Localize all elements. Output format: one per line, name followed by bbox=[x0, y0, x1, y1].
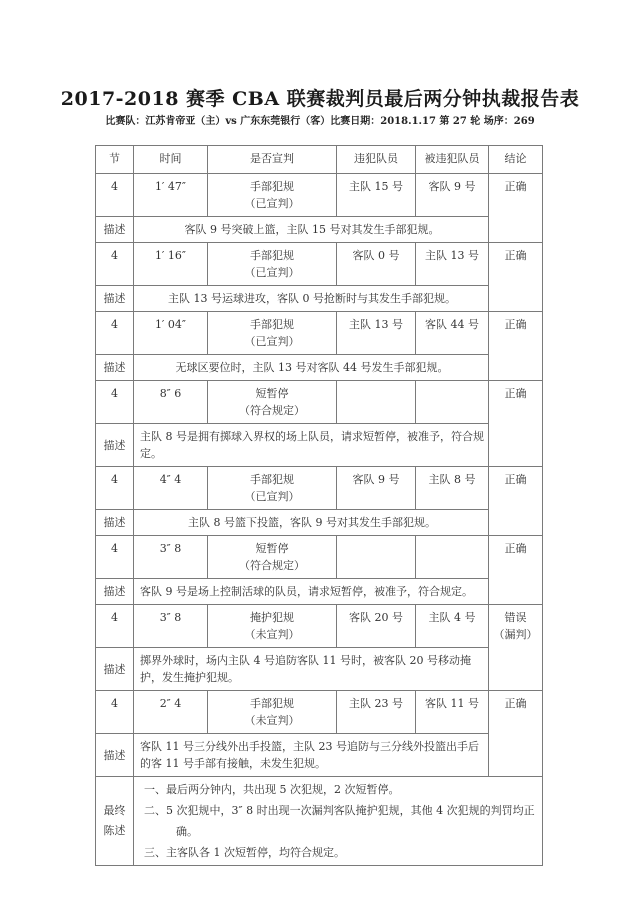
event-victim: 客队 44 号 bbox=[416, 312, 489, 355]
header-period: 节 bbox=[96, 146, 134, 174]
event-row bbox=[96, 536, 543, 579]
header-time: 时间 bbox=[134, 146, 208, 174]
final-statement-label bbox=[96, 777, 134, 866]
description-row bbox=[96, 734, 543, 777]
event-verdict bbox=[489, 605, 543, 691]
event-time: 2″ 4 bbox=[134, 691, 208, 734]
event-offender: 客队 20 号 bbox=[337, 605, 416, 648]
description-row bbox=[96, 579, 543, 605]
verdict-text: 错误 bbox=[504, 611, 527, 624]
call-type: 手部犯规 bbox=[250, 318, 294, 331]
event-time: 4″ 4 bbox=[134, 467, 208, 510]
description-text: 客队 9 号突破上篮，主队 15 号对其发生手部犯规。 bbox=[134, 217, 489, 243]
description-row bbox=[96, 510, 543, 536]
call-status: （符合规定） bbox=[239, 559, 305, 572]
header-verdict: 结论 bbox=[489, 146, 543, 174]
statement-line: 三、主客队各 1 次短暂停，均符合规定。 bbox=[144, 846, 345, 859]
report-title: 2017-2018 赛季 CBA 联赛裁判员最后两分钟执裁报告表 bbox=[60, 88, 580, 110]
description-label: 描述 bbox=[96, 579, 134, 605]
call-type: 短暂停 bbox=[255, 542, 289, 555]
final-statement-row bbox=[96, 777, 543, 866]
event-victim: 客队 9 号 bbox=[416, 174, 489, 217]
event-victim bbox=[416, 536, 489, 579]
call-type: 短暂停 bbox=[255, 387, 289, 400]
event-row bbox=[96, 605, 543, 648]
statement-line: 一、最后两分钟内，共出现 5 次犯规，2 次短暂停。 bbox=[144, 783, 400, 796]
event-period: 4 bbox=[96, 243, 134, 286]
description-text: 客队 11 号三分线外出手投篮，主队 23 号追防与三分线外投篮出手后的客 11 号手部有接触，未发生犯规。 bbox=[134, 734, 489, 777]
verdict-text: 正确 bbox=[504, 697, 527, 710]
event-offender: 客队 9 号 bbox=[337, 467, 416, 510]
event-verdict bbox=[489, 381, 543, 467]
description-text: 主队 8 号是拥有掷球入界权的场上队员，请求短暂停，被准予，符合规定。 bbox=[134, 424, 489, 467]
description-label: 描述 bbox=[96, 424, 134, 467]
event-verdict bbox=[489, 174, 543, 243]
event-offender bbox=[337, 381, 416, 424]
call-status: （未宣判） bbox=[244, 714, 300, 727]
event-time: 1′ 16″ bbox=[134, 243, 208, 286]
description-label: 描述 bbox=[96, 510, 134, 536]
event-victim: 客队 11 号 bbox=[416, 691, 489, 734]
event-verdict bbox=[489, 243, 543, 312]
event-call bbox=[208, 243, 337, 286]
call-type: 手部犯规 bbox=[250, 473, 294, 486]
call-status: （未宣判） bbox=[244, 628, 300, 641]
event-call bbox=[208, 467, 337, 510]
description-label: 描述 bbox=[96, 286, 134, 312]
description-label: 描述 bbox=[96, 734, 134, 777]
call-status: （已宣判） bbox=[244, 266, 300, 279]
event-offender: 主队 13 号 bbox=[337, 312, 416, 355]
label-line: 陈述 bbox=[103, 824, 126, 837]
verdict-text: 正确 bbox=[504, 473, 527, 486]
event-victim: 主队 8 号 bbox=[416, 467, 489, 510]
event-offender: 客队 0 号 bbox=[337, 243, 416, 286]
event-time: 1′ 47″ bbox=[134, 174, 208, 217]
event-victim: 主队 13 号 bbox=[416, 243, 489, 286]
event-time: 1′ 04″ bbox=[134, 312, 208, 355]
referee-report-table bbox=[95, 145, 543, 866]
event-victim bbox=[416, 381, 489, 424]
event-offender: 主队 15 号 bbox=[337, 174, 416, 217]
call-status: （已宣判） bbox=[244, 197, 300, 210]
match-info: 比赛队：江苏肯帝亚（主）vs 广东东莞银行（客）比赛日期：2018.1.17 第 27 轮 场序：269 bbox=[105, 116, 535, 127]
call-type: 手部犯规 bbox=[250, 180, 294, 193]
call-status: （已宣判） bbox=[244, 335, 300, 348]
event-call bbox=[208, 381, 337, 424]
verdict-text: 正确 bbox=[504, 318, 527, 331]
event-period: 4 bbox=[96, 691, 134, 734]
header-victim: 被违犯队员 bbox=[416, 146, 489, 174]
event-call bbox=[208, 174, 337, 217]
description-row bbox=[96, 648, 543, 691]
header-offender: 违犯队员 bbox=[337, 146, 416, 174]
label-line: 最终 bbox=[103, 804, 126, 817]
event-row bbox=[96, 243, 543, 286]
description-row bbox=[96, 217, 543, 243]
description-label: 描述 bbox=[96, 355, 134, 381]
description-text: 客队 9 号是场上控制活球的队员，请求短暂停，被准予，符合规定。 bbox=[134, 579, 489, 605]
event-offender bbox=[337, 536, 416, 579]
event-call bbox=[208, 605, 337, 648]
verdict-text: 正确 bbox=[504, 542, 527, 555]
event-verdict bbox=[489, 312, 543, 381]
event-call bbox=[208, 312, 337, 355]
event-time: 3″ 8 bbox=[134, 536, 208, 579]
description-label: 描述 bbox=[96, 217, 134, 243]
event-period: 4 bbox=[96, 381, 134, 424]
event-row bbox=[96, 174, 543, 217]
statement-line: 确。 bbox=[176, 825, 198, 838]
event-time: 3″ 8 bbox=[134, 605, 208, 648]
description-row bbox=[96, 355, 543, 381]
description-text: 主队 13 号运球进攻，客队 0 号抢断时与其发生手部犯规。 bbox=[134, 286, 489, 312]
call-status: （已宣判） bbox=[244, 490, 300, 503]
event-time: 8″ 6 bbox=[134, 381, 208, 424]
event-call bbox=[208, 536, 337, 579]
final-statement-text bbox=[134, 777, 543, 866]
call-type: 手部犯规 bbox=[250, 249, 294, 262]
description-row bbox=[96, 286, 543, 312]
event-period: 4 bbox=[96, 312, 134, 355]
event-period: 4 bbox=[96, 536, 134, 579]
event-verdict bbox=[489, 467, 543, 536]
event-row bbox=[96, 691, 543, 734]
call-type: 掩护犯规 bbox=[250, 611, 294, 624]
event-call bbox=[208, 691, 337, 734]
description-label: 描述 bbox=[96, 648, 134, 691]
event-period: 4 bbox=[96, 174, 134, 217]
event-verdict bbox=[489, 691, 543, 777]
statement-line: 二、5 次犯规中，3″ 8 时出现一次漏判客队掩护犯规，其他 4 次犯规的判罚均正 bbox=[144, 804, 535, 817]
description-text: 主队 8 号篮下投篮，客队 9 号对其发生手部犯规。 bbox=[134, 510, 489, 536]
verdict-text: 正确 bbox=[504, 180, 527, 193]
header-call: 是否宣判 bbox=[208, 146, 337, 174]
description-row bbox=[96, 424, 543, 467]
event-victim: 主队 4 号 bbox=[416, 605, 489, 648]
event-row bbox=[96, 312, 543, 355]
table-header-row bbox=[96, 146, 543, 174]
verdict-text: 正确 bbox=[504, 387, 527, 400]
event-period: 4 bbox=[96, 467, 134, 510]
call-status: （符合规定） bbox=[239, 404, 305, 417]
call-type: 手部犯规 bbox=[250, 697, 294, 710]
description-text: 无球区要位时，主队 13 号对客队 44 号发生手部犯规。 bbox=[134, 355, 489, 381]
event-period: 4 bbox=[96, 605, 134, 648]
verdict-text: 正确 bbox=[504, 249, 527, 262]
verdict-note: （漏判） bbox=[493, 628, 538, 641]
event-row bbox=[96, 381, 543, 424]
event-offender: 主队 23 号 bbox=[337, 691, 416, 734]
event-row bbox=[96, 467, 543, 510]
event-verdict bbox=[489, 536, 543, 605]
description-text: 掷界外球时，场内主队 4 号追防客队 11 号时，被客队 20 号移动掩护，发生掩护犯规。 bbox=[134, 648, 489, 691]
